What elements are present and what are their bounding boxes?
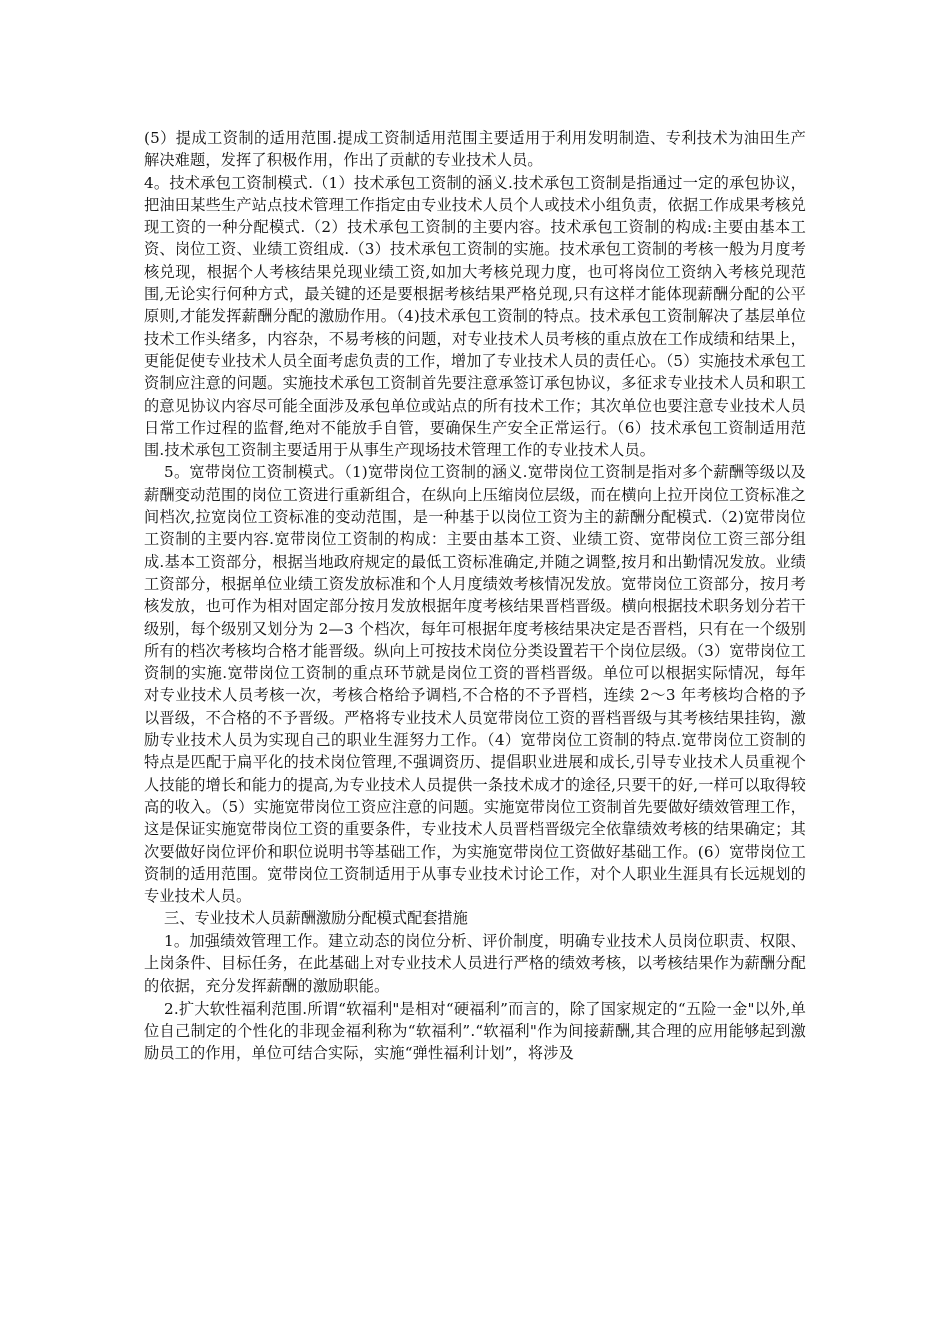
paragraph-broadband-post-pay: 5。宽带岗位工资制模式。（1)宽带岗位工资制的涵义.宽带岗位工资制是指对多个薪酬等级以及薪酬变动范围的岗位工资进行重新组合，在纵向上压缩岗位层级，而在横向上拉开岗位工资标准之间档次,拉宽岗位工资标准的变动范围，是一种基于以岗位工资为主的薪酬分配模式.（2)宽带岗位工资制的主要内容.宽带岗位工资制的构成：主要由基本工资、业绩工资、宽带岗位工资三部分组成.基本工资部分，根据当地政府规定的最低工资标准确定,并随之调整,按月和出勤情况发放。业绩工资部分，根据单位业绩工资发放标准和个人月度绩效考核情况发放。宽带岗位工资部分，按月考核发放，也可作为相对固定部分按月发放根据年度考核结果晋档晋级。横向根据技术职务划分若干级别，每个级别又划分为 2—3 个档次，每年可根据年度考核结果决定是否晋档，只有在一个级别所有的档次考核均合格才能晋级。纵向上可按技术岗位分类设置若干个岗位层级。（3）宽带岗位工资制的实施.宽带岗位工资制的重点环节就是岗位工资的晋档晋级。单位可以根据实际情况，每年对专业技术人员考核一次，考核合格给予调档,不合格的不予晋档，连续 2～3 年考核均合格的予以晋级，不合格的不予晋级。严格将专业技术人员宽带岗位工资的晋档晋级与其考核结果挂钩，激励专业技术人员为实现自己的职业生涯努力工作。（4）宽带岗位工资制的特点.宽带岗位工资制的特点是匹配于扁平化的技术岗位管理,不强调资历、提倡职业进展和成长,引导专业技术人员重视个人技能的增长和能力的提高,为专业技术人员提供一条技术成才的途径,只要干的好,一样可以取得较高的收入。（5）实施宽带岗位工资应注意的问题。实施宽带岗位工资制首先要做好绩效管理工作，这是保证实施宽带岗位工资的重要条件，专业技术人员晋档晋级完全依靠绩效考核的结果确定；其次要做好岗位评价和职位说明书等基础工作，为实施宽带岗位工资做好基础工作。(6）宽带岗位工资制的适用范围。宽带岗位工资制适用于从事专业技术讨论工作，对个人职业生涯具有长远规划的专业技术人员。: [144, 463, 806, 906]
paragraph-technical-contract-pay: 4。技术承包工资制模式.（1）技术承包工资制的涵义.技术承包工资制是指通过一定的承包协议，把油田某些生产站点技术管理工作指定由专业技术人员个人或技术小组负责，依据工作成果考核兑现工资的一种分配模式.（2）技术承包工资制的主要内容。技术承包工资制的构成:主要由基本工资、岗位工资、业绩工资组成.（3）技术承包工资制的实施。技术承包工资制的考核一般为月度考核兑现，根据个人考核结果兑现业绩工资,如加大考核兑现力度，也可将岗位工资纳入考核兑现范围,无论实行何种方式，最关键的还是要根据考核结果严格兑现,只有这样才能体现薪酬分配的公平原则,才能发挥薪酬分配的激励作用。（4)技术承包工资制的特点。技术承包工资制解决了基层单位技术工作头绪多，内容杂，不易考核的问题，对专业技术人员考核的重点放在工作成绩和结果上，更能促使专业技术人员全面考虑负责的工作，增加了专业技术人员的责任心。（5）实施技术承包工资制应注意的问题。实施技术承包工资制首先要注意承签订承包协议，多征求专业技术人员和职工的意见协议内容尽可能全面涉及承包单位或站点的所有技术工作；其次单位也要注意专业技术人员日常工作过程的监督,绝对不能放手自管，要确保生产安全正常运行。（6）技术承包工资制适用范围.技术承包工资制主要适用于从事生产现场技术管理工作的专业技术人员。: [144, 173, 806, 460]
section-heading: 三、专业技术人员薪酬激励分配模式配套措施: [164, 909, 468, 928]
paragraph-commission-scope: (5）提成工资制的适用范围.提成工资制适用范围主要适用于利用发明制造、专利技术为油田生产解决难题，发挥了积极作用，作出了贡献的专业技术人员。: [144, 129, 806, 170]
document-page: [144, 127, 806, 1064]
paragraph-soft-welfare: 2.扩大软性福利范围.所谓“软福利"是相对“硬福利”而言的，除了国家规定的“五险一金"以外,单位自己制定的个性化的非现金福利称为“软福利”.“软福利"作为间接薪酬,其合理的应用能够起到激励员工的作用，单位可结合实际，实施“弹性福利计划”，将涉及: [144, 999, 806, 1063]
paragraph-performance-management: 1。加强绩效管理工作。建立动态的岗位分析、评价制度，明确专业技术人员岗位职责、权限、上岗条件、目标任务，在此基础上对专业技术人员进行严格的绩效考核，以考核结果作为薪酬分配的依据，充分发挥薪酬的激励职能。: [144, 932, 806, 995]
